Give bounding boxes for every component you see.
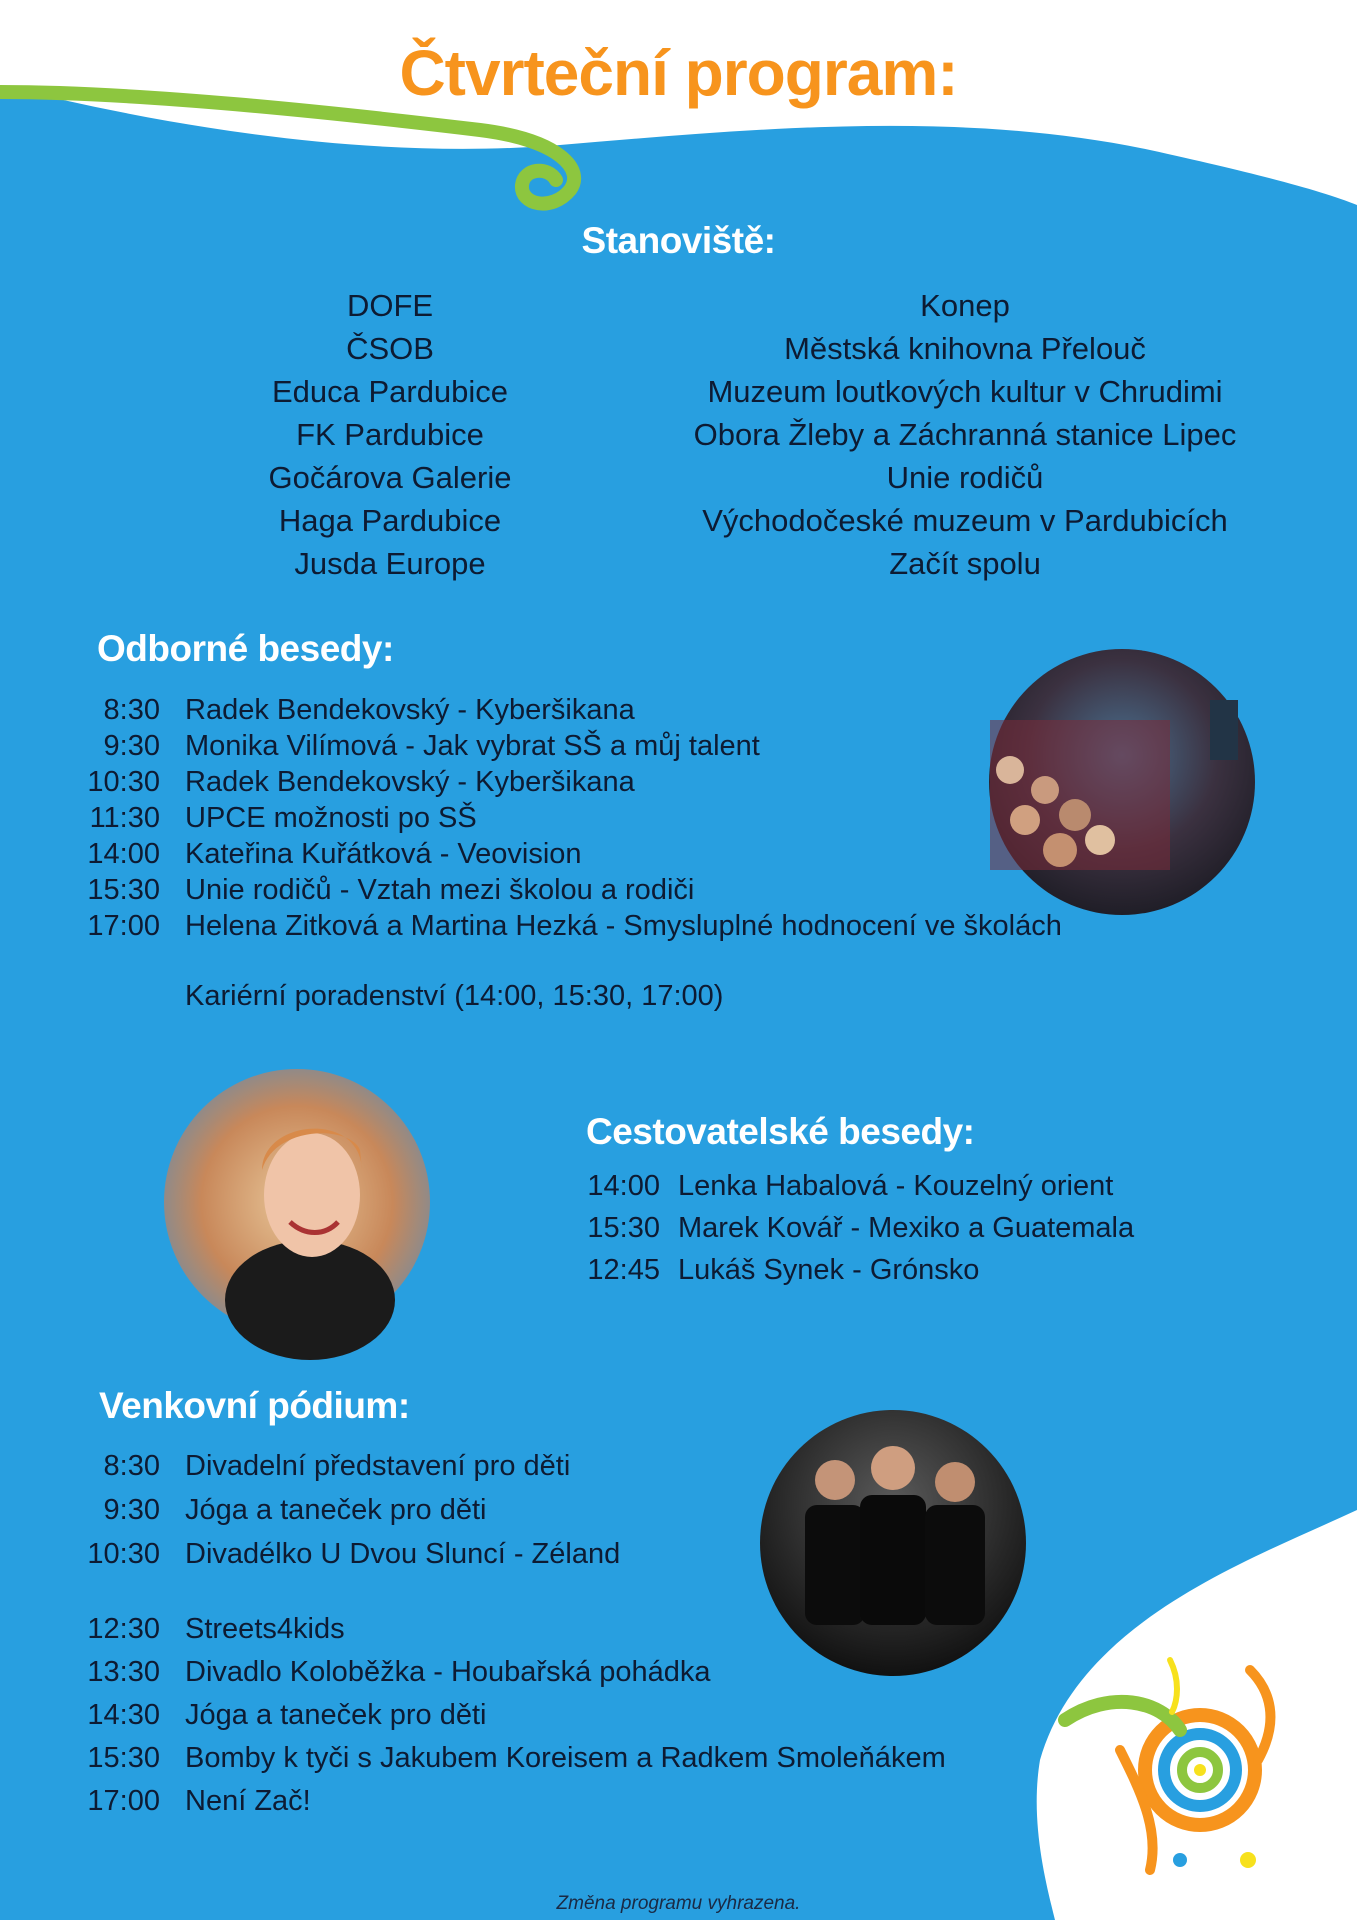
- stanoviste-item: Obora Žleby a Záchranná stanice Lipec: [693, 417, 1237, 452]
- schedule-row: [0, 1656, 1357, 1699]
- schedule-time: 17:00: [87, 1785, 160, 1817]
- schedule-time: 9:30: [103, 1494, 160, 1526]
- schedule-title: Není Zač!: [185, 1785, 311, 1817]
- schedule-time: 10:30: [87, 766, 160, 798]
- schedule-row: [0, 874, 1357, 910]
- schedule-time: 13:30: [87, 1656, 160, 1688]
- schedule-row: [0, 838, 1357, 874]
- schedule-row: [0, 1494, 1357, 1538]
- schedule-row: [0, 910, 1357, 946]
- schedule-title: Bomby k tyči s Jakubem Koreisem a Radkem Smoleňákem: [185, 1742, 946, 1774]
- schedule-time: 15:30: [87, 874, 160, 906]
- schedule-time: 12:30: [87, 1613, 160, 1645]
- cestovatelske-list: [0, 1170, 1357, 1296]
- schedule-row: [0, 1742, 1357, 1785]
- schedule-row: [0, 802, 1357, 838]
- odborne-list: [0, 694, 1357, 946]
- venkovni-list-morning: [0, 1450, 1357, 1582]
- stanoviste-item: Konep: [920, 288, 1010, 323]
- page-title: Čtvrteční program:: [399, 37, 958, 109]
- schedule-title: Divadélko U Dvou Sluncí - Zéland: [185, 1538, 621, 1570]
- stanoviste-heading: Stanoviště:: [581, 220, 776, 261]
- schedule-time: 14:00: [87, 838, 160, 870]
- schedule-row: [0, 766, 1357, 802]
- schedule-row: [0, 1613, 1357, 1656]
- schedule-row: [0, 1450, 1357, 1494]
- schedule-row: [0, 1170, 1357, 1212]
- cestovatelske-heading: Cestovatelské besedy:: [586, 1111, 975, 1152]
- schedule-time: 8:30: [103, 694, 160, 726]
- schedule-row: [0, 1538, 1357, 1582]
- schedule-title: Divadlo Koloběžka - Houbařská pohádka: [185, 1656, 711, 1688]
- schedule-title: Lukáš Synek - Grónsko: [678, 1254, 980, 1286]
- schedule-time: 15:30: [587, 1212, 660, 1244]
- schedule-title: Jóga a taneček pro děti: [185, 1494, 487, 1526]
- schedule-time: 12:45: [587, 1254, 660, 1286]
- stanoviste-item: Jusda Europe: [294, 546, 486, 581]
- stanoviste-item: DOFE: [346, 288, 434, 323]
- odborne-heading: Odborné besedy:: [97, 628, 394, 669]
- venkovni-heading: Venkovní pódium:: [99, 1385, 410, 1426]
- stanoviste-item: Začít spolu: [889, 546, 1041, 581]
- schedule-time: 10:30: [87, 1538, 160, 1570]
- schedule-time: 14:30: [87, 1699, 160, 1731]
- schedule-title: Lenka Habalová - Kouzelný orient: [678, 1170, 1114, 1202]
- schedule-row: [0, 1699, 1357, 1742]
- schedule-title: Kateřina Kuřátková - Veovision: [185, 838, 582, 870]
- schedule-time: 14:00: [587, 1170, 660, 1202]
- schedule-title: Monika Vilímová - Jak vybrat SŠ a můj talent: [185, 730, 760, 762]
- footer-note: Změna programu vyhrazena.: [556, 1893, 801, 1914]
- schedule-row: [0, 1785, 1357, 1828]
- stanoviste-item: FK Pardubice: [296, 417, 484, 452]
- stanoviste-item: Muzeum loutkových kultur v Chrudimi: [707, 374, 1223, 409]
- stanoviste-item: Haga Pardubice: [278, 503, 502, 538]
- stanoviste-item: Městská knihovna Přelouč: [784, 331, 1146, 366]
- schedule-time: 15:30: [87, 1742, 160, 1774]
- schedule-title: Streets4kids: [185, 1613, 345, 1645]
- schedule-title: Jóga a taneček pro děti: [185, 1699, 487, 1731]
- schedule-title: Radek Bendekovský - Kyberšikana: [185, 694, 635, 726]
- schedule-title: Helena Zitková a Martina Hezká - Smysluplné hodnocení ve školách: [185, 910, 1062, 942]
- stanoviste-item: Educa Pardubice: [271, 374, 509, 409]
- stanoviste-item: Unie rodičů: [886, 460, 1044, 495]
- schedule-time: 9:30: [103, 730, 160, 762]
- schedule-row: [0, 1212, 1357, 1254]
- schedule-title: Divadelní představení pro děti: [185, 1450, 571, 1482]
- stanoviste-item: ČSOB: [346, 331, 434, 366]
- schedule-time: 8:30: [103, 1450, 160, 1482]
- schedule-title: UPCE možnosti po SŠ: [185, 802, 477, 834]
- schedule-title: Unie rodičů - Vztah mezi školou a rodiči: [185, 874, 695, 906]
- schedule-title: Marek Kovář - Mexiko a Guatemala: [678, 1212, 1135, 1244]
- schedule-row: [0, 694, 1357, 730]
- schedule-time: 17:00: [87, 910, 160, 942]
- stanoviste-right-list: [660, 284, 1270, 585]
- schedule-row: [0, 1254, 1357, 1296]
- stanoviste-item: Východočeské muzeum v Pardubicích: [702, 503, 1228, 538]
- odborne-note: Kariérní poradenství (14:00, 15:30, 17:00): [185, 980, 724, 1012]
- venkovni-list-afternoon: [0, 1613, 1357, 1828]
- stanoviste-item: Gočárova Galerie: [268, 460, 512, 495]
- schedule-title: Radek Bendekovský - Kyberšikana: [185, 766, 635, 798]
- schedule-row: [0, 730, 1357, 766]
- stanoviste-left-list: [190, 284, 590, 585]
- schedule-time: 11:30: [89, 802, 160, 834]
